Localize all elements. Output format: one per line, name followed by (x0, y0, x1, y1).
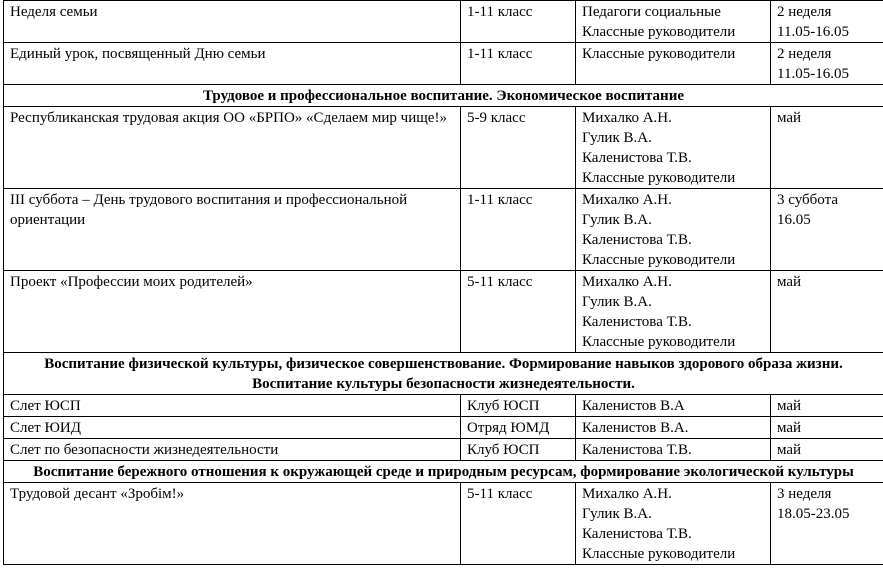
table-row (4, 1, 883, 43)
event-name-cell: Слет ЮИД (4, 417, 461, 439)
section-header-row (4, 85, 883, 107)
responsible-person: Каленистов В.А. (582, 420, 689, 436)
responsible-person: Классные руководители (582, 46, 736, 62)
table-row (4, 417, 883, 439)
event-name-cell: Слет по безопасности жизнедеятельности (4, 439, 461, 461)
event-name-cell: Неделя семьи (4, 1, 461, 43)
responsible-cell (576, 395, 771, 417)
participants-cell: 1-11 класс (461, 1, 576, 43)
responsible-person: Педагоги социальные (582, 4, 721, 20)
date-line: май (777, 442, 802, 458)
responsible-person: Каленистова Т.В. (582, 232, 692, 248)
event-name-cell: Слет ЮСП (4, 395, 461, 417)
event-name-cell: III суббота – День трудового воспитания и профессиональной ориентации (4, 189, 461, 271)
table-row (4, 271, 883, 353)
dates-cell (771, 395, 883, 417)
section-title: Воспитание бережного отношения к окружающей среде и природным ресурсам, формирование экологической культуры (4, 461, 883, 483)
table-row (4, 189, 883, 271)
responsible-person: Каленистова Т.В. (582, 314, 692, 330)
responsible-person: Каленистова Т.В. (582, 442, 692, 458)
date-line: 11.05-16.05 (777, 66, 849, 82)
responsible-person: Гулик В.А. (582, 294, 652, 310)
participants-cell: Клуб ЮСП (461, 395, 576, 417)
date-line: май (777, 274, 802, 290)
participants-cell: 1-11 класс (461, 43, 576, 85)
responsible-person: Михалко А.Н. (582, 274, 672, 290)
dates-cell (771, 107, 883, 189)
table-row (4, 43, 883, 85)
date-line: май (777, 420, 802, 436)
date-line: 18.05-23.05 (777, 506, 850, 522)
event-name-cell: Трудовой десант «Зробім!» (4, 483, 461, 565)
table-row (4, 439, 883, 461)
date-line: 3 суббота (777, 192, 838, 208)
events-plan-table (3, 0, 883, 565)
event-name-cell: Единый урок, посвященный Дню семьи (4, 43, 461, 85)
table-row (4, 107, 883, 189)
participants-cell: 5-9 класс (461, 107, 576, 189)
responsible-cell (576, 483, 771, 565)
responsible-person: Каленистова Т.В. (582, 526, 692, 542)
date-line: 16.05 (777, 212, 811, 228)
participants-cell: 1-11 класс (461, 189, 576, 271)
responsible-person: Михалко А.Н. (582, 110, 672, 126)
dates-cell (771, 417, 883, 439)
responsible-person: Классные руководители (582, 334, 736, 350)
dates-cell (771, 271, 883, 353)
participants-cell: Отряд ЮМД (461, 417, 576, 439)
responsible-person: Классные руководители (582, 170, 736, 186)
date-line: 2 неделя (777, 4, 832, 20)
events-plan-body (4, 1, 883, 565)
table-row (4, 395, 883, 417)
participants-cell: 5-11 класс (461, 483, 576, 565)
responsible-person: Михалко А.Н. (582, 192, 672, 208)
responsible-cell (576, 43, 771, 85)
section-title: Трудовое и профессиональное воспитание. Экономическое воспитание (4, 85, 883, 107)
date-line: 11.05-16.05 (777, 24, 849, 40)
responsible-cell (576, 439, 771, 461)
section-title: Воспитание физической культуры, физическое совершенствование. Формирование навыков здорового образа жизни. Воспитание культуры безопасности жизнедеятельности. (4, 353, 883, 395)
table-row (4, 483, 883, 565)
dates-cell (771, 43, 883, 85)
event-name-cell: Республиканская трудовая акция ОО «БРПО» «Сделаем мир чище!» (4, 107, 461, 189)
participants-cell: 5-11 класс (461, 271, 576, 353)
responsible-person: Михалко А.Н. (582, 486, 672, 502)
responsible-cell (576, 1, 771, 43)
responsible-cell (576, 107, 771, 189)
responsible-cell (576, 417, 771, 439)
responsible-person: Классные руководители (582, 546, 736, 562)
dates-cell (771, 439, 883, 461)
date-line: 3 неделя (777, 486, 832, 502)
responsible-person: Гулик В.А. (582, 212, 652, 228)
section-header-row (4, 353, 883, 395)
responsible-person: Классные руководители (582, 24, 736, 40)
event-name-cell: Проект «Профессии моих родителей» (4, 271, 461, 353)
dates-cell (771, 1, 883, 43)
date-line: май (777, 110, 802, 126)
responsible-person: Гулик В.А. (582, 506, 652, 522)
responsible-person: Гулик В.А. (582, 130, 652, 146)
date-line: май (777, 398, 802, 414)
dates-cell (771, 189, 883, 271)
responsible-person: Каленистов В.А (582, 398, 685, 414)
participants-cell: Клуб ЮСП (461, 439, 576, 461)
date-line: 2 неделя (777, 46, 832, 62)
dates-cell (771, 483, 883, 565)
responsible-person: Классные руководители (582, 252, 736, 268)
responsible-cell (576, 189, 771, 271)
responsible-cell (576, 271, 771, 353)
responsible-person: Каленистова Т.В. (582, 150, 692, 166)
section-header-row (4, 461, 883, 483)
